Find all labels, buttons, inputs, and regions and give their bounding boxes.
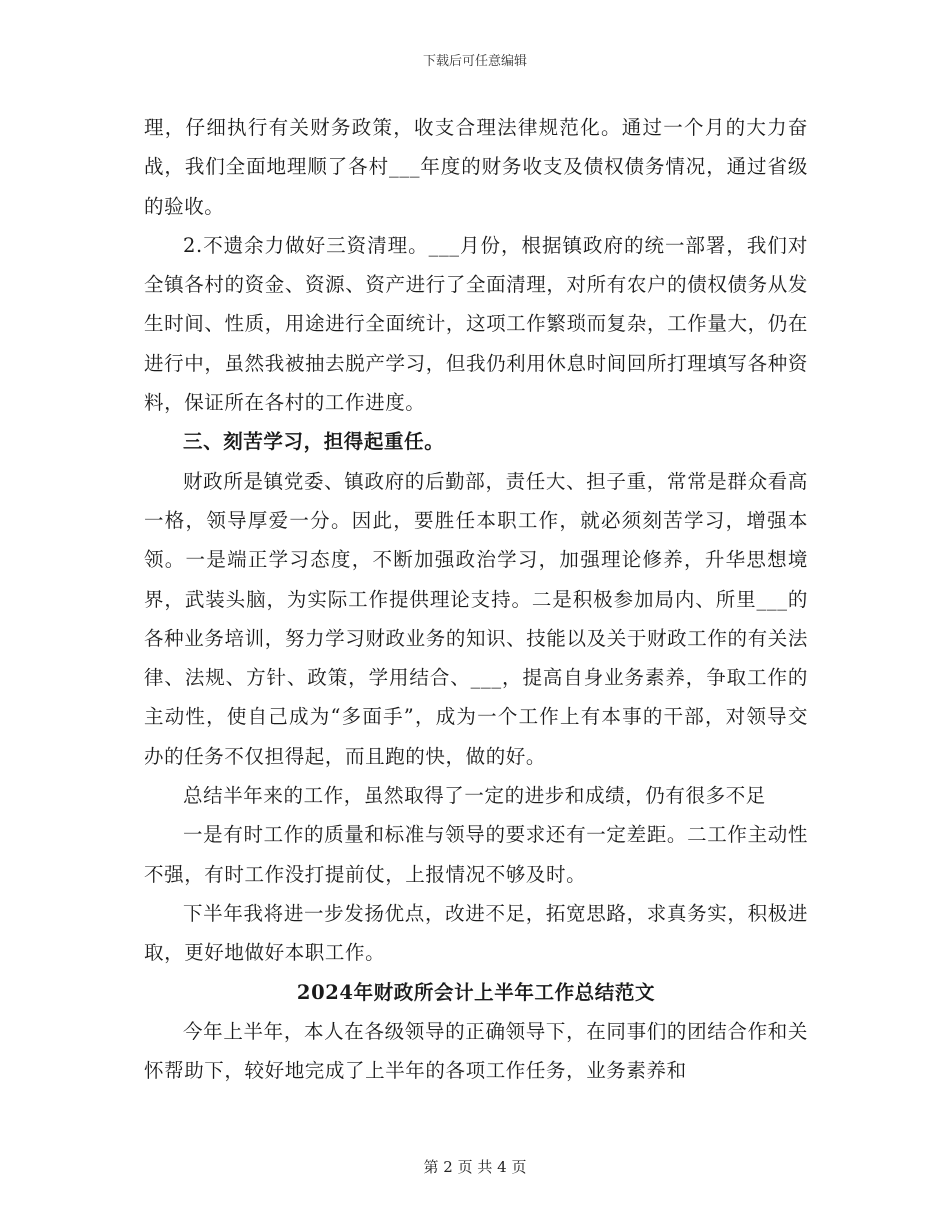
paragraph-summary: 总结半年来的工作，虽然取得了一定的进步和成绩，仍有很多不足 — [183, 784, 766, 808]
page-number: 第 2 页 共 4 页 — [423, 1158, 527, 1176]
paragraph-intro: 今年上半年，本人在各级领导的正确领导下，在同事们的团结合作和关怀帮助下，较好地完成了上半年的各项工作任务，业务素养和 — [144, 1019, 808, 1083]
paragraph-study: 财政所是镇党委、镇政府的后勤部，责任大、担子重，常常是群众看高一格，领导厚爱一分。因此，要胜任本职工作，就必须刻苦学习，增强本领。一是端正学习态度，不断加强政治学习，加强理论修养，升华思想境界，武装头脑，为实际工作提供理论支持。二是积极参加局内、所里___的各种业务培训，努力学习财政业务的知识、技能以及关于财政工作的有关法律、法规、方针、政策，学用结合、___，提高自身业务素养，争取工作的主动性，使自己成为“多面手”，成为一个工作上有本事的干部，对领导交办的任务不仅担得起，而且跑的快，做的好。 — [144, 469, 808, 768]
paragraph-shortcomings: 一是有时工作的质量和标准与领导的要求还有一定差距。二工作主动性不强，有时工作没打提前仗，上报情况不够及时。 — [144, 823, 808, 886]
paragraph-plan: 下半年我将进一步发扬优点，改进不足，拓宽思路，求真务实，积极进取，更好地做好本职工作。 — [144, 901, 808, 965]
article-title: 2024年财政所会计上半年工作总结范文 — [296, 980, 656, 1004]
section-heading: 三、刻苦学习，担得起重任。 — [183, 430, 445, 454]
document-body — [144, 108, 808, 1090]
page-header: 下载后可任意编辑 — [422, 54, 527, 69]
paragraph-continuation: 理，仔细执行有关财务政策，收支合理法律规范化。通过一个月的大力奋战，我们全面地理顺了各村___年度的财务收支及债权债务情况，通过省级的验收。 — [144, 116, 808, 218]
paragraph-asset-cleanup: 2.不遗余力做好三资清理。___月份，根据镇政府的统一部署，我们对全镇各村的资金、资源、资产进行了全面清理，对所有农户的债权债务从发生时间、性质，用途进行全面统计，这项工作繁琐而复杂，工作量大，仍在进行中，虽然我被抽去脱产学习，但我仍利用休息时间回所打理填写各种资料，保证所在各村的工作进度。 — [144, 233, 808, 415]
